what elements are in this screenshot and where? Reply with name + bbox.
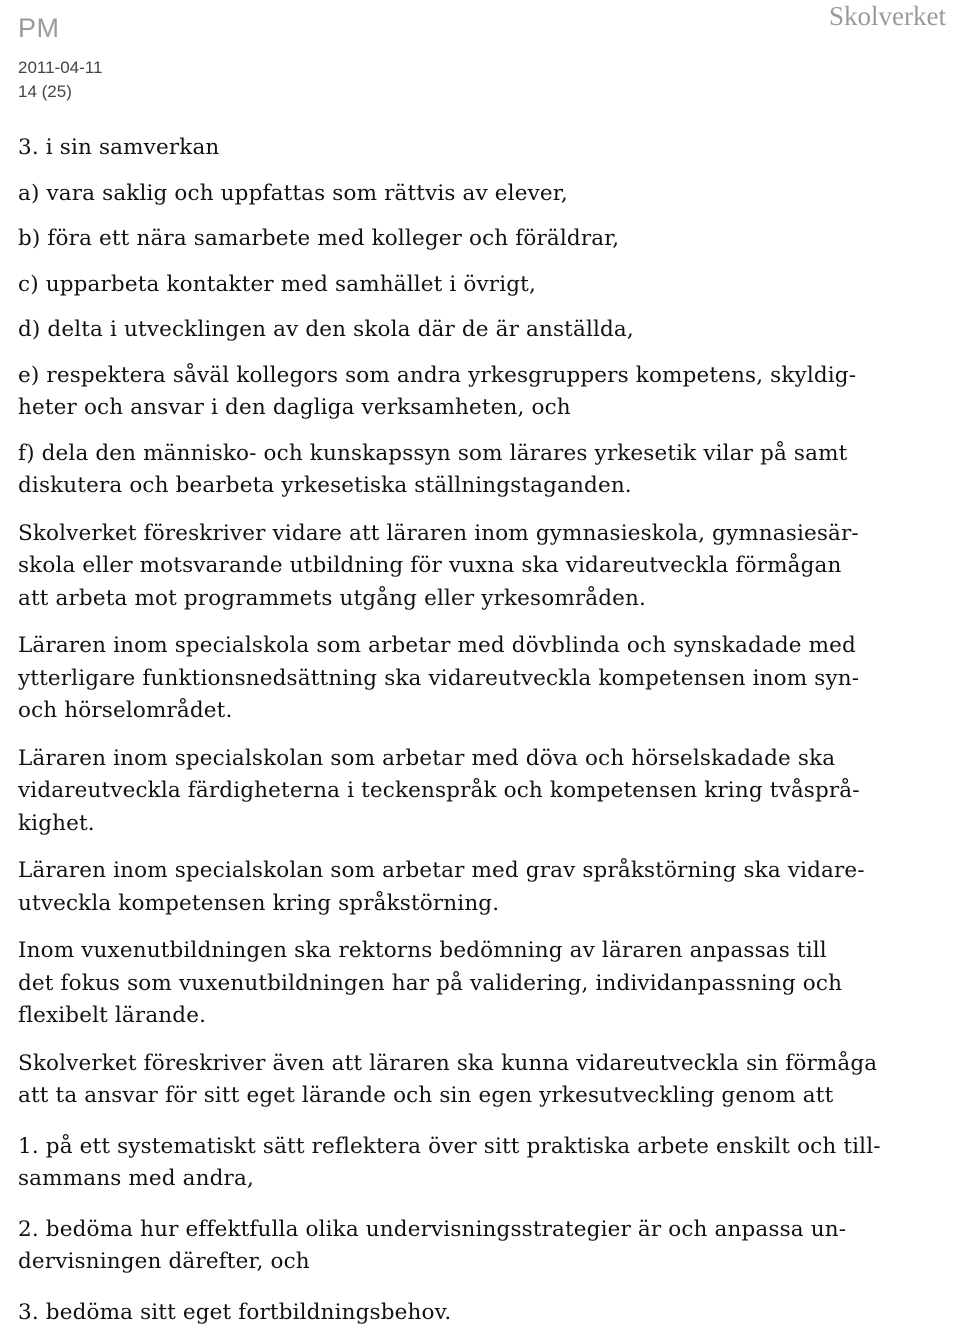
list-item-a: a) vara saklig och uppfattas som rättvis av elever, xyxy=(18,178,940,211)
paragraph-line: 1. på ett systematiskt sätt reflektera över sitt praktiska arbete enskilt och till- xyxy=(18,1131,940,1164)
paragraph-line: att arbeta mot programmets utgång eller yrkesområden. xyxy=(18,583,940,616)
organization-name: Skolverket xyxy=(829,0,946,32)
paragraph-line: att ta ansvar för sitt eget lärande och sin egen yrkesutveckling genom att xyxy=(18,1080,940,1113)
paragraph-gymnasium xyxy=(18,518,940,616)
page-number: 14 (25) xyxy=(18,80,102,104)
list-item-d: d) delta i utvecklingen av den skola där de är anställda, xyxy=(18,314,940,347)
paragraph-line: 2. bedöma hur effektfulla olika undervisningsstrategier är och anpassa un- xyxy=(18,1214,940,1247)
list-item-heading: 3. i sin samverkan xyxy=(18,132,940,165)
numbered-item-2 xyxy=(18,1214,940,1279)
document-date: 2011-04-11 xyxy=(18,56,102,80)
paragraph-language-disorder xyxy=(18,855,940,920)
paragraph-line: Skolverket föreskriver även att läraren ska kunna vidareutveckla sin förmåga xyxy=(18,1048,940,1081)
paragraph-line: Läraren inom specialskola som arbetar med dövblinda och synskadade med xyxy=(18,630,940,663)
paragraph-line: diskutera och bearbeta yrkesetiska ställningstaganden. xyxy=(18,470,940,503)
paragraph-deaf xyxy=(18,743,940,841)
paragraph-line: heter och ansvar i den dagliga verksamheten, och xyxy=(18,392,940,425)
paragraph-line: f) dela den människo- och kunskapssyn som lärares yrkesetik vilar på samt xyxy=(18,438,940,471)
paragraph-line: sammans med andra, xyxy=(18,1163,940,1196)
paragraph-self-development xyxy=(18,1048,940,1113)
paragraph-line: Läraren inom specialskolan som arbetar med döva och hörselskadade ska xyxy=(18,743,940,776)
paragraph-line: e) respektera såväl kollegors som andra yrkesgruppers kompetens, skyldig- xyxy=(18,360,940,393)
paragraph-line: Inom vuxenutbildningen ska rektorns bedömning av läraren anpassas till xyxy=(18,935,940,968)
document-type-label: PM xyxy=(18,12,102,44)
paragraph-line: skola eller motsvarande utbildning för vuxna ska vidareutveckla förmågan xyxy=(18,550,940,583)
paragraph-line: ytterligare funktionsnedsättning ska vidareutveckla kompetensen inom syn- xyxy=(18,663,940,696)
paragraph-line: och hörselområdet. xyxy=(18,695,940,728)
list-item-e xyxy=(18,360,940,425)
paragraph-adult-education xyxy=(18,935,940,1033)
numbered-item-1 xyxy=(18,1131,940,1196)
list-item-b: b) föra ett nära samarbete med kolleger och föräldrar, xyxy=(18,223,940,256)
list-item-f xyxy=(18,438,940,503)
paragraph-line: Skolverket föreskriver vidare att läraren inom gymnasieskola, gymnasiesär- xyxy=(18,518,940,551)
numbered-item-3: 3. bedöma sitt eget fortbildningsbehov. xyxy=(18,1297,940,1329)
paragraph-line: vidareutveckla färdigheterna i teckenspråk och kompetensen kring tvåsprå- xyxy=(18,775,940,808)
paragraph-line: dervisningen därefter, och xyxy=(18,1246,940,1279)
paragraph-line: utveckla kompetensen kring språkstörning. xyxy=(18,888,940,921)
paragraph-line: kighet. xyxy=(18,808,940,841)
paragraph-deafblind xyxy=(18,630,940,728)
document-header-meta xyxy=(18,12,102,104)
paragraph-line: flexibelt lärande. xyxy=(18,1000,940,1033)
document-body xyxy=(18,132,940,1329)
list-item-c: c) upparbeta kontakter med samhället i övrigt, xyxy=(18,269,940,302)
paragraph-line: det fokus som vuxenutbildningen har på validering, individanpassning och xyxy=(18,968,940,1001)
paragraph-line: Läraren inom specialskolan som arbetar med grav språkstörning ska vidare- xyxy=(18,855,940,888)
